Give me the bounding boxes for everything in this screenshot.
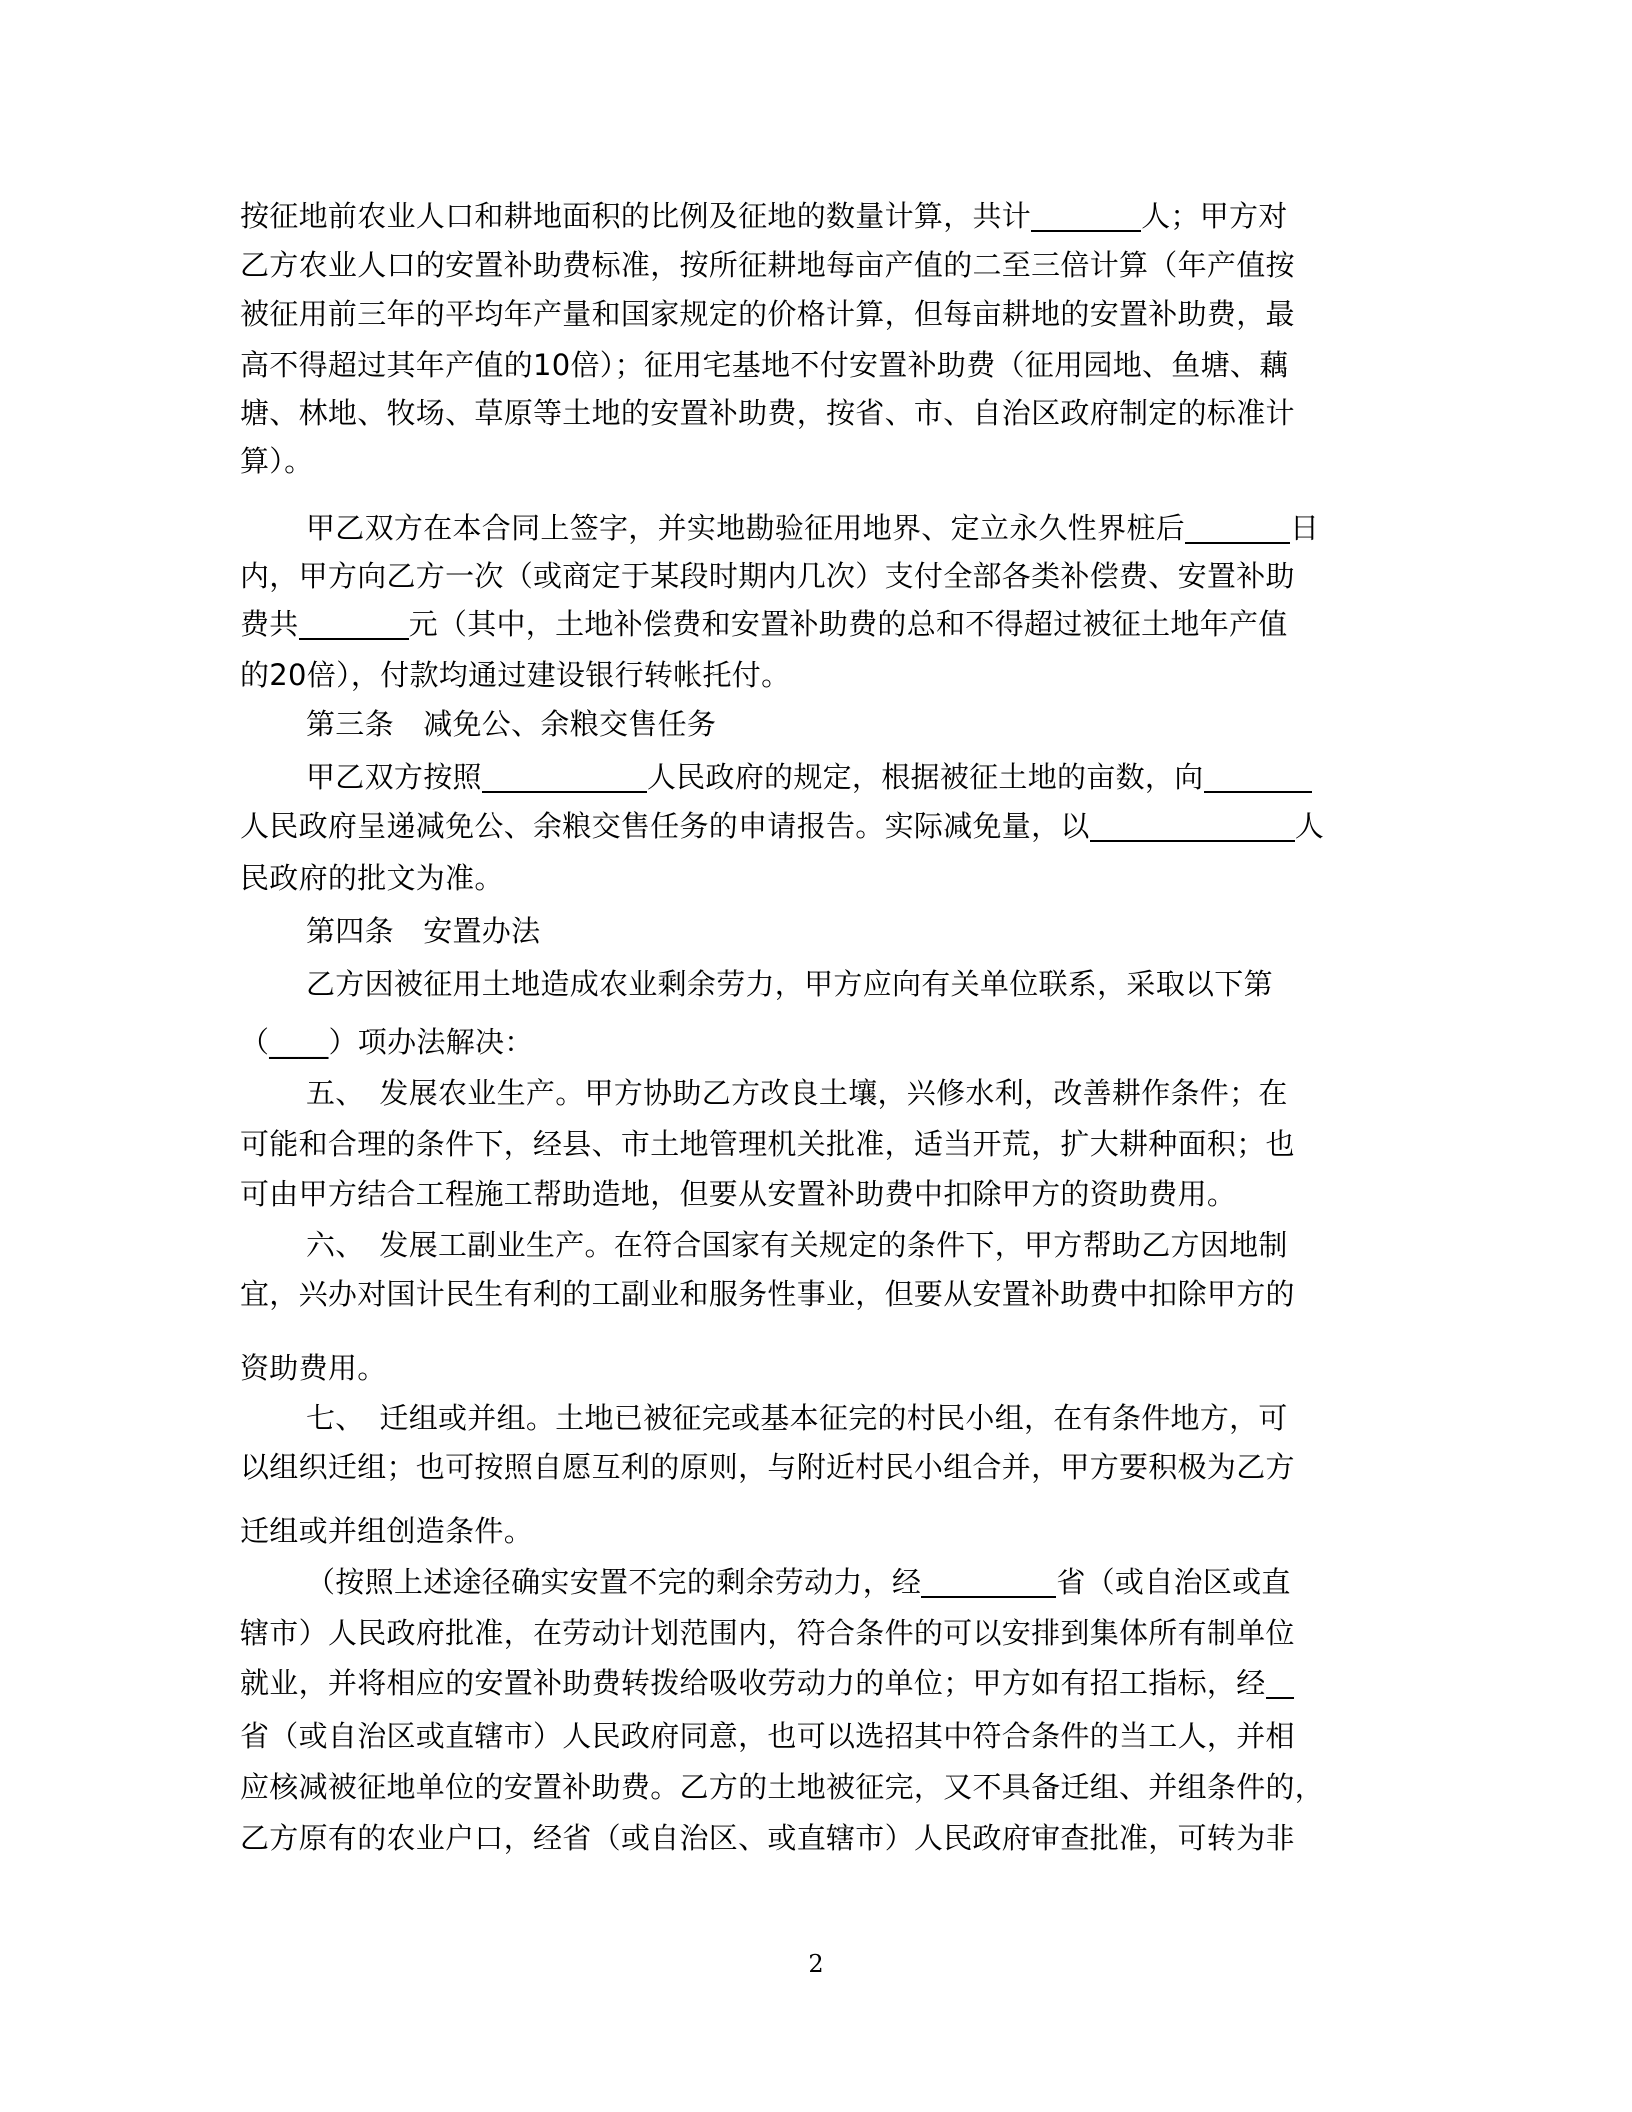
fill-in-blank[interactable]	[1031, 196, 1141, 232]
text-segment: 民政府的批文为准。	[240, 861, 504, 895]
text-segment: 应核减被征地单位的安置补助费。乙方的土地被征完，又不具备迁组、并组条件的，	[240, 1770, 1325, 1804]
text-line	[240, 1168, 1236, 1221]
text-segment: 乙方因被征用土地造成农业剩余劳力，甲方应向有关单位联系，采取以下第	[306, 967, 1273, 1001]
text-segment: 元（其中，土地补偿费和安置补助费的总和不得超过被征土地年产值	[408, 607, 1288, 641]
fill-in-blank[interactable]	[1204, 757, 1312, 793]
text-line	[240, 435, 313, 488]
text-segment: （按照上述途径确实安置不完的剩余劳动力，经	[306, 1565, 922, 1599]
text-segment: 六、 发展工副业生产。在符合国家有关规定的条件下，甲方帮助乙方因地制	[306, 1228, 1288, 1262]
text-segment: 辖市）人民政府批准，在劳动计划范围内，符合条件的可以安排到集体所有制单位	[240, 1616, 1295, 1650]
text-line	[240, 1607, 1295, 1660]
text-segment: 省（或自治区或直辖市）人民政府同意，也可以选招其中符合条件的当工人，并相	[240, 1719, 1295, 1753]
text-segment: 五、 发展农业生产。甲方协助乙方改良土壤，兴修水利，改善耕作条件；在	[306, 1076, 1288, 1110]
text-line	[240, 190, 1288, 243]
text-segment: 资助费用。	[240, 1351, 387, 1385]
text-segment: 算）。	[240, 444, 314, 478]
text-segment: 可由甲方结合工程施工帮助造地，但要从安置补助费中扣除甲方的资助费用。	[240, 1177, 1237, 1211]
text-segment: 七、 迁组或并组。土地已被征完或基本征完的村民小组，在有条件地方，可	[306, 1401, 1288, 1435]
text-segment: 内，甲方向乙方一次（或商定于某段时期内几次）支付全部各类补偿费、安置补助	[240, 559, 1295, 593]
text-segment: 人；甲方对	[1141, 199, 1288, 233]
text-segment: 可能和合理的条件下，经县、市土地管理机关批准，适当开荒，扩大耕种面积；也	[240, 1127, 1295, 1161]
text-line	[240, 550, 1295, 603]
text-segment: 的20倍），付款均通过建设银行转帐托付。	[240, 658, 791, 692]
text-line	[240, 751, 1312, 804]
text-segment: 日	[1290, 511, 1320, 545]
text-line	[240, 1268, 1295, 1321]
text-segment: 人	[1294, 809, 1325, 843]
page-number: 2	[808, 1950, 824, 1978]
text-line	[240, 288, 1295, 341]
text-segment: 以组织迁组；也可按照自愿互利的原则，与附近村民小组合并，甲方要积极为乙方	[240, 1450, 1295, 1484]
text-line	[240, 1556, 1291, 1609]
text-line	[240, 1710, 1295, 1763]
text-segment: 费共	[240, 607, 299, 641]
text-line	[240, 1505, 533, 1558]
fill-in-blank[interactable]	[921, 1562, 1056, 1598]
fill-in-blank[interactable]	[1090, 806, 1295, 842]
text-segment: 乙方原有的农业户口，经省（或自治区、或直辖市）人民政府审查批准，可转为非	[240, 1821, 1295, 1855]
text-segment: 人民政府呈递减免公、余粮交售任务的申请报告。实际减免量，以	[240, 809, 1090, 843]
text-segment: 被征用前三年的平均年产量和国家规定的价格计算，但每亩耕地的安置补助费，最	[240, 297, 1295, 331]
text-segment: 省（或自治区或直	[1056, 1565, 1291, 1599]
text-line	[240, 800, 1324, 853]
text-segment: 第四条 安置办法	[306, 914, 541, 948]
text-line	[240, 1812, 1295, 1865]
text-segment: 就业，并将相应的安置补助费转拨给吸收劳动力的单位；甲方如有招工指标，经	[240, 1666, 1266, 1700]
text-line	[240, 1118, 1295, 1171]
text-segment: 高不得超过其年产值的10倍）；征用宅基地不付安置补助费（征用园地、鱼塘、藕	[240, 348, 1289, 382]
text-segment: （____）项办法解决：	[240, 1025, 534, 1059]
text-line	[240, 1441, 1295, 1494]
text-segment: 按征地前农业人口和耕地面积的比例及征地的数量计算，共计	[240, 199, 1032, 233]
section-heading	[240, 905, 540, 958]
text-line	[240, 1657, 1294, 1710]
text-line	[240, 239, 1295, 292]
text-segment: 人民政府的规定，根据被征土地的亩数，向	[646, 760, 1204, 794]
fill-in-blank[interactable]	[299, 604, 409, 640]
text-segment: 迁组或并组创造条件。	[240, 1514, 534, 1548]
text-segment: 甲乙双方按照	[306, 760, 482, 794]
text-segment: 塘、林地、牧场、草原等土地的安置补助费，按省、市、自治区政府制定的标准计	[240, 396, 1295, 430]
text-line	[240, 958, 1273, 1011]
section-heading	[240, 698, 716, 751]
text-line	[240, 1761, 1324, 1814]
fill-in-blank[interactable]	[1185, 508, 1290, 544]
fill-in-blank[interactable]	[482, 757, 647, 793]
text-line	[240, 1219, 1288, 1272]
text-line	[240, 339, 1289, 392]
text-line	[240, 598, 1288, 651]
text-segment: 甲乙双方在本合同上签字，并实地勘验征用地界、定立永久性界桩后	[306, 511, 1186, 545]
text-segment: 乙方农业人口的安置补助费标准，按所征耕地每亩产值的二至三倍计算（年产值按	[240, 248, 1295, 282]
text-line	[240, 387, 1295, 440]
fill-in-blank[interactable]	[1266, 1663, 1294, 1699]
text-line	[240, 1016, 534, 1069]
text-segment: 宜，兴办对国计民生有利的工副业和服务性事业，但要从安置补助费中扣除甲方的	[240, 1277, 1295, 1311]
text-line	[240, 1392, 1288, 1445]
text-line	[240, 502, 1319, 555]
text-line	[240, 1342, 387, 1395]
text-line	[240, 1067, 1288, 1120]
text-line	[240, 852, 504, 905]
text-segment: 第三条 减免公、余粮交售任务	[306, 707, 717, 741]
text-line	[240, 649, 790, 702]
